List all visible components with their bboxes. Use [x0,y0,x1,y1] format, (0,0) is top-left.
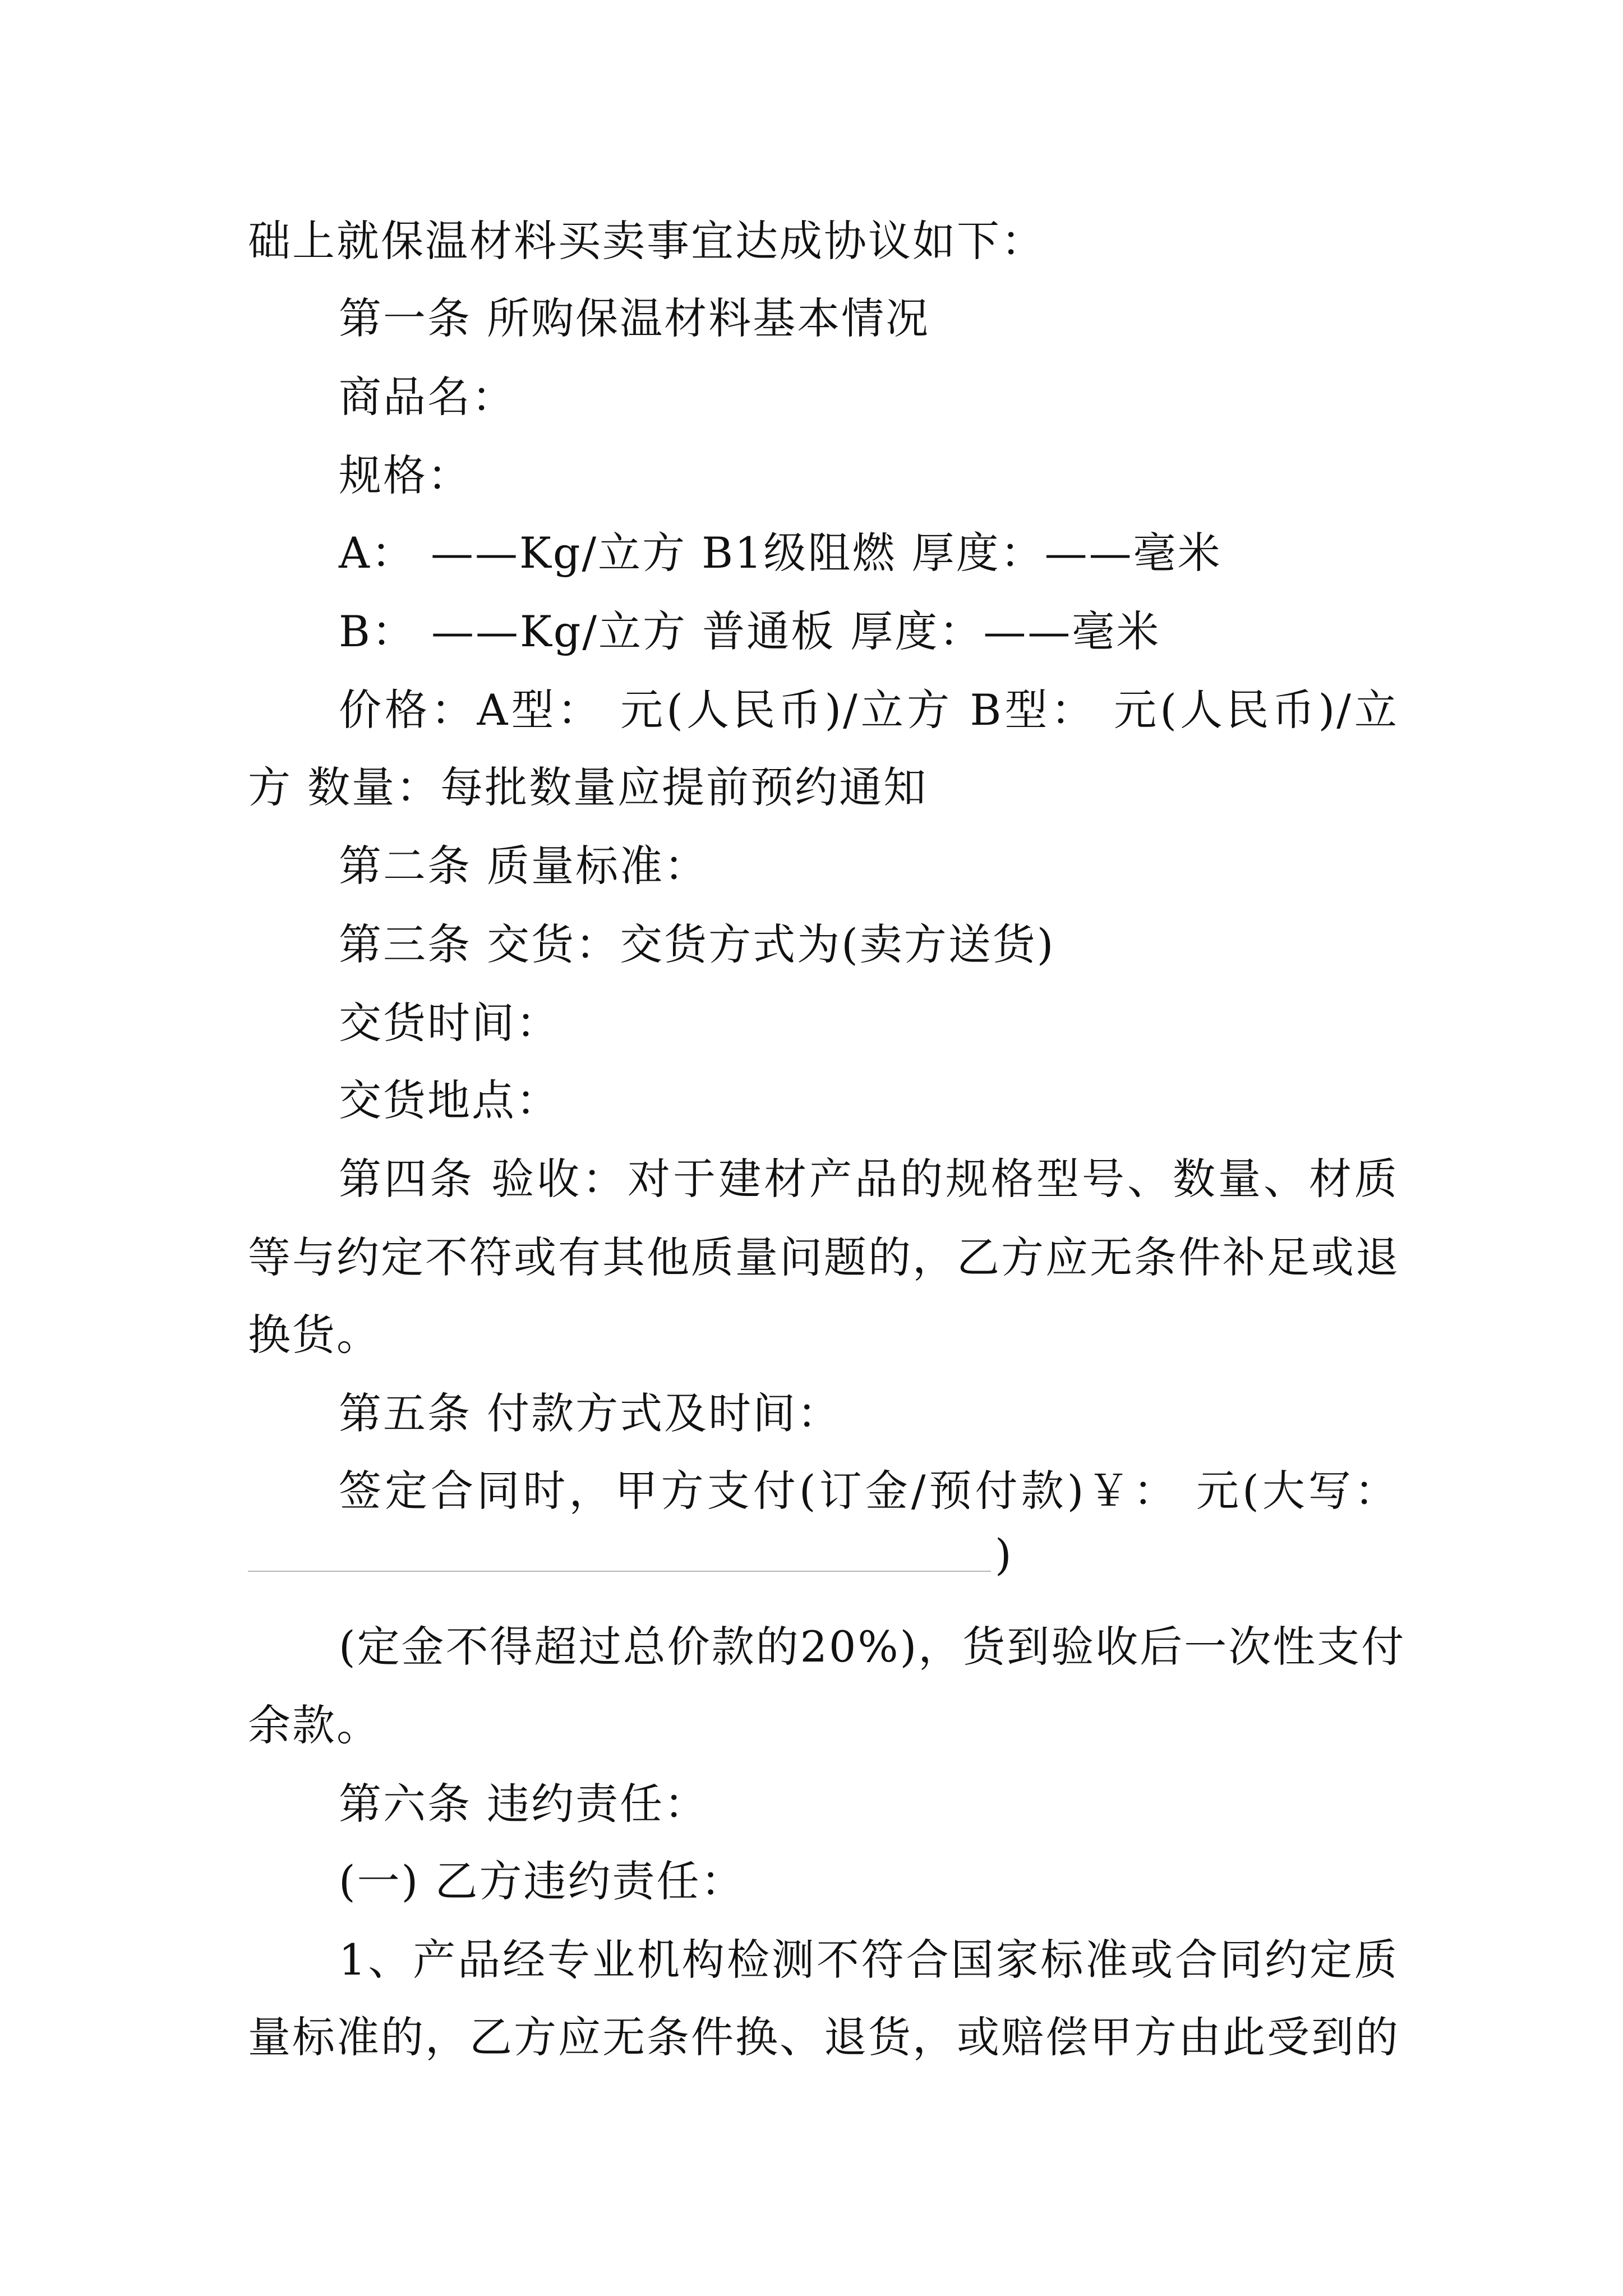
article-heading: 第六条 违约责任： [339,1779,709,1829]
text-line: ) [995,1530,1012,1580]
text-line: (一) 乙方违约责任： [339,1856,745,1906]
article-heading: 第一条 所购保温材料基本情况 [339,293,930,343]
text-line: B： ——Kg/立方 普通板 厚度：——毫米 [339,606,1161,656]
text-line: 方 数量：每批数量应提前预约通知 [248,762,928,812]
text-line: 签定合同时，甲方支付(订金/预付款)￥： 元(大写： [339,1466,1399,1516]
text-line: 等与约定不符或有其他质量问题的，乙方应无条件补足或退 [248,1232,1400,1282]
text-line: (定金不得超过总价款的20%)，货到验收后一次性支付 [339,1622,1406,1672]
fill-in-blank-line [248,1571,991,1572]
article-heading: 第四条 验收：对于建材产品的规格型号、数量、材质 [339,1154,1399,1204]
text-line: 交货时间： [339,998,560,1048]
text-line: 础上就保温材料买卖事宜达成协议如下： [248,216,1045,266]
text-line: A： ——Kg/立方 B1级阻燃 厚度：——毫米 [339,528,1222,578]
article-heading: 第三条 交货：交货方式为(卖方送货) [339,919,1055,969]
text-line: 交货地点： [339,1075,560,1125]
article-heading: 第五条 付款方式及时间： [339,1388,842,1438]
text-line: 规格： [339,450,472,500]
text-line: 1、产品经专业机构检测不符合国家标准或合同约定质 [339,1935,1399,1985]
text-line: 价格：A型： 元(人民币)/立方 B型： 元(人民币)/立 [339,685,1399,735]
article-heading: 第二条 质量标准： [339,841,709,891]
text-line: 换货。 [248,1310,381,1360]
text-line: 商品名： [339,372,516,422]
text-line: 余款。 [248,1700,381,1750]
text-line: 量标准的，乙方应无条件换、退货，或赔偿甲方由此受到的 [248,2012,1400,2062]
